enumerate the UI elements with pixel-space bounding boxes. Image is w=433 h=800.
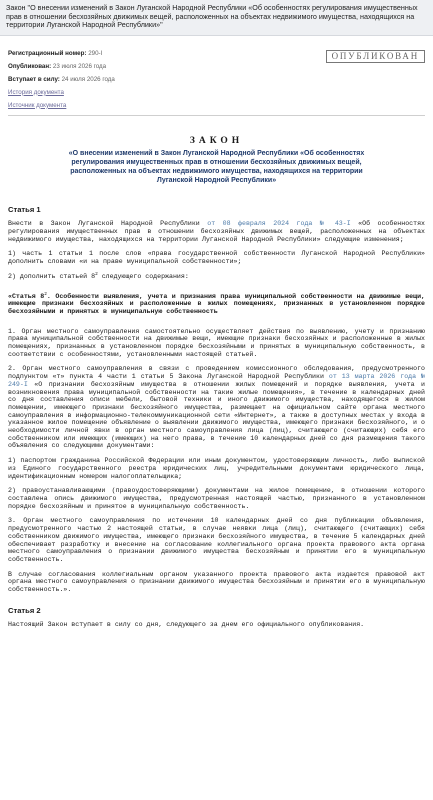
registration-number-value: 290-I [88, 49, 103, 57]
art-8-2-text-b: . Особенности выявления, учета и признания права муниципальной собственности на движимые вещи, имеющие признаки бесхозяйных и расположенные в жилых помещениях, признанных в установленном порядке бесхозяйными и принятых в муниципальную собственность [8, 292, 425, 315]
law-subtitle: «О внесении изменений в Закон Луганской Народной Республики «Об особенностях регулирования имущественных прав в отношении бесхозяйных движимых вещей, расположенных на объектах недвижимого имущества, находящихся на территории Луганской Народной Республики» [68, 150, 365, 185]
art-8-2-sup: 2 [44, 291, 47, 297]
article-2-text: Настоящий Закон вступает в силу со дня, следующего за днем его официального опубликования. [8, 620, 365, 628]
item-2-sup: 2 [95, 271, 98, 277]
law-reference-link-2[interactable]: от 13 марта 2026 года № 249-I [8, 373, 426, 388]
art-8-2-text-a: «Статья 8 [8, 292, 45, 300]
meta-divider [8, 115, 425, 116]
published-date [8, 63, 425, 71]
paragraph-3: 3. Орган местного самоуправления по истечении 10 календарных дней со дня публикации объявления, предусмотренного частью 2 настоящей статьи, в случае неявки лица (лиц), считающего (считающих) себя собственником движимого имущества, имеющего признаки бесхозяйного имущества, в течение 5 календарных дней обеспечивает разработку и внесение на согласование коллегиального органа проекта правового акта органа местного самоуправления о признании движимого имущества бесхозяйным и принятии его в муниципальную собственность. [8, 517, 425, 563]
effective-date [8, 76, 425, 84]
published-date-value: 23 июля 2026 года [52, 62, 107, 70]
effective-date-value: 24 июля 2026 года [61, 75, 115, 83]
paragraph-2-text-b: «О признании бесхозяйным имущества в отношении жилых помещений и порядке выявления, учета и возникновения права муниципальной собственности на такие жилые помещения», в течение в календарных дней со дня составления описи мебели, бытовой техники и иного движимого имущества, находящегося в жилом помещении, имеющего признаки бесхозяйного имущества, размещает на официальном сайте органа местного самоуправления в информационно-телекоммуникационной сети «Интернет», а также в доступных местах у входа в указанное жилое помещение объявление о выявлении движимого имущества, имеющего признаки бесхозяйного, и о необходимости личной явки в орган местного самоуправления лица (лиц), считающего (считающих) себя его собственником или имеющих (имеющих) на него права, в течение 10 календарных дней со дня размещения такого объявления со следующими документами: [8, 380, 425, 450]
document-body [0, 136, 433, 628]
document-meta [0, 36, 433, 110]
article-1-heading: Статья 1 [8, 205, 41, 215]
effective-date-label: Вступает в силу: [8, 75, 60, 83]
article-2-heading: Статья 2 [8, 605, 41, 615]
article-1-intro [8, 220, 425, 243]
source-link[interactable]: Источник документа [8, 101, 67, 109]
law-title: ЗАКОН [189, 136, 244, 147]
intro-text-b: «Об особенностях регулирования имущественных прав в отношении бесхозяйных движимых вещей, расположенных на объектах недвижимого имущества, находящихся на территории Луганской Народной Республики» следующие изменения; [8, 220, 425, 243]
amendment-item-2 [8, 273, 425, 281]
paragraph-2 [8, 365, 425, 450]
paragraph-2-item-1: 1) паспортом гражданина Российской Федерации или иным документом, удостоверяющим личность, либо выпиской из Единого государственного реестра юридических лиц, учредительными документами юридического лица, идентификационным номером налогоплательщика; [8, 457, 425, 480]
article-8-2-heading [8, 293, 425, 316]
intro-text-a: Внести в Закон Луганской Народной Республики [8, 220, 208, 228]
document-header-title: Закон "О внесении изменений в Закон Луганской Народной Республики «Об особенностях регулирования имущественных прав в отношении бесхозяйных движимых вещей, расположенных на объектах недвижимого имущества, находящихся на территории Луганской Народной Республики»" [6, 3, 418, 30]
amendment-item-1: 1) часть 1 статьи 1 после слов «права государственной собственности Луганской Народной Республики» дополнить словами «и на праве муниципальной собственности»; [8, 250, 425, 266]
registration-number-label: Регистрационный номер: [8, 49, 87, 57]
item-2-text-b: следующего содержания: [97, 272, 189, 280]
paragraph-1: 1. Орган местного самоуправления самостоятельно осуществляет действия по выявлению, учету и признанию права муниципальной собственности на движимые вещи, имеющие признаки бесхозяйных и расположенные в жилых помещениях, признанных в установленном порядке бесхозяйными и принятых в муниципальную собственность, в соответствии с особенностями, установленными настоящей статьей. [8, 327, 425, 358]
document-header [0, 0, 433, 36]
item-2-text-a: 2) дополнить статьей 8 [8, 272, 96, 280]
paragraph-4: В случае согласования коллегиальным органом указанного проекта правового акта издается правовой акт органа местного самоуправления о признании движимого имущества бесхозяйным и принятии его в муниципальную собственность.». [8, 570, 425, 594]
law-reference-link[interactable]: от 08 февраля 2024 года № 43-I [207, 220, 351, 228]
published-stamp: ОПУБЛИКОВАН [326, 50, 425, 64]
paragraph-2-text-a: 2. Орган местного самоуправления в связи с проведением комиссионного обследования, предусмотренного подпунктом «т» пункта 4 части 1 статьи 5 Закона Луганской Народной Республики [8, 365, 425, 381]
history-link[interactable]: История документа [8, 88, 64, 96]
published-date-label: Опубликован: [8, 62, 52, 70]
paragraph-2-item-2: 2) правоустанавливающими (правоудостоверяющими) документами на жилое помещение, в отношении которого составлена опись движимого имущества, предусмотренная настоящей частью, признанного в установленном порядке бесхозяйным и принятое в муниципальную собственность. [8, 487, 425, 510]
